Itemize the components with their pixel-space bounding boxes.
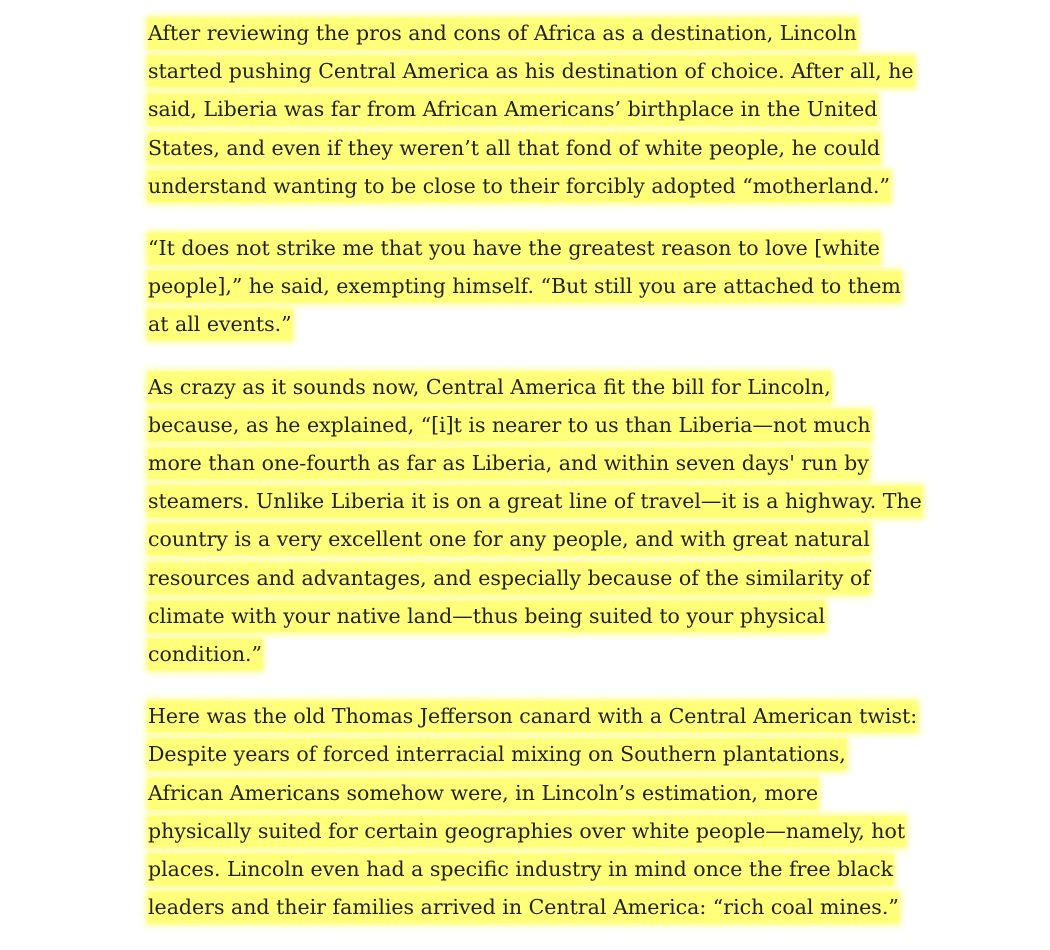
text-line — [148, 597, 908, 635]
highlighted-text: physically suited for certain geographies over white people—namely, hot — [148, 816, 905, 847]
highlighted-text: places. Lincoln even had a specific industry in mind once the free black — [148, 854, 893, 885]
text-line — [148, 520, 908, 558]
highlighted-text: condition.” — [148, 639, 262, 670]
highlighted-text: leaders and their families arrived in Central America: “rich coal mines.” — [148, 892, 899, 923]
text-line — [148, 305, 908, 343]
highlighted-text: understand wanting to be close to their forcibly adopted “motherland.” — [148, 171, 890, 202]
highlighted-text: As crazy as it sounds now, Central America fit the bill for Lincoln, — [148, 372, 831, 403]
highlighted-text: started pushing Central America as his destination of choice. After all, he — [148, 56, 914, 87]
text-line — [148, 774, 908, 812]
text-line — [148, 129, 908, 167]
text-line — [148, 735, 908, 773]
highlighted-text: “It does not strike me that you have the greatest reason to love [white — [148, 233, 880, 264]
paragraph-3 — [148, 368, 922, 674]
text-line — [148, 482, 922, 520]
highlighted-text: more than one-fourth as far as Liberia, and within seven days' run by — [148, 448, 869, 479]
highlighted-text: African Americans somehow were, in Lincoln’s estimation, more — [148, 778, 818, 809]
highlighted-text: said, Liberia was far from African Americans’ birthplace in the United — [148, 94, 877, 125]
text-line — [148, 167, 908, 205]
text-line — [148, 812, 908, 850]
highlighted-text: at all events.” — [148, 309, 292, 340]
text-line — [148, 229, 908, 267]
highlighted-text: because, as he explained, “[i]t is nearer to us than Liberia—not much — [148, 410, 871, 441]
highlighted-text: country is a very excellent one for any people, and with great natural — [148, 524, 870, 555]
text-line — [148, 850, 908, 888]
highlighted-text: Despite years of forced interracial mixing on Southern plantations, — [148, 739, 846, 770]
highlighted-text: steamers. Unlike Liberia it is on a great line of travel—it is a highway. The — [148, 486, 922, 517]
highlighted-text: resources and advantages, and especially because of the similarity of — [148, 563, 870, 594]
text-line — [148, 635, 908, 673]
text-line — [148, 267, 908, 305]
text-line — [148, 368, 908, 406]
highlighted-text: States, and even if they weren’t all that fond of white people, he could — [148, 133, 880, 164]
article-body — [148, 14, 922, 950]
text-line — [148, 697, 918, 735]
highlighted-text: Here was the old Thomas Jefferson canard with a Central American twist: — [148, 701, 917, 732]
paragraph-1 — [148, 14, 914, 205]
text-line — [148, 52, 914, 90]
text-line — [148, 14, 908, 52]
text-line — [148, 559, 908, 597]
text-line — [148, 888, 908, 926]
highlighted-text: After reviewing the pros and cons of Africa as a destination, Lincoln — [148, 18, 857, 49]
highlighted-text: people],” he said, exempting himself. “But still you are attached to them — [148, 271, 901, 302]
text-line — [148, 444, 908, 482]
paragraph-4 — [148, 697, 918, 926]
paragraph-2 — [148, 229, 908, 344]
text-line — [148, 90, 908, 128]
highlighted-text: climate with your native land—thus being suited to your physical — [148, 601, 825, 632]
text-line — [148, 406, 908, 444]
